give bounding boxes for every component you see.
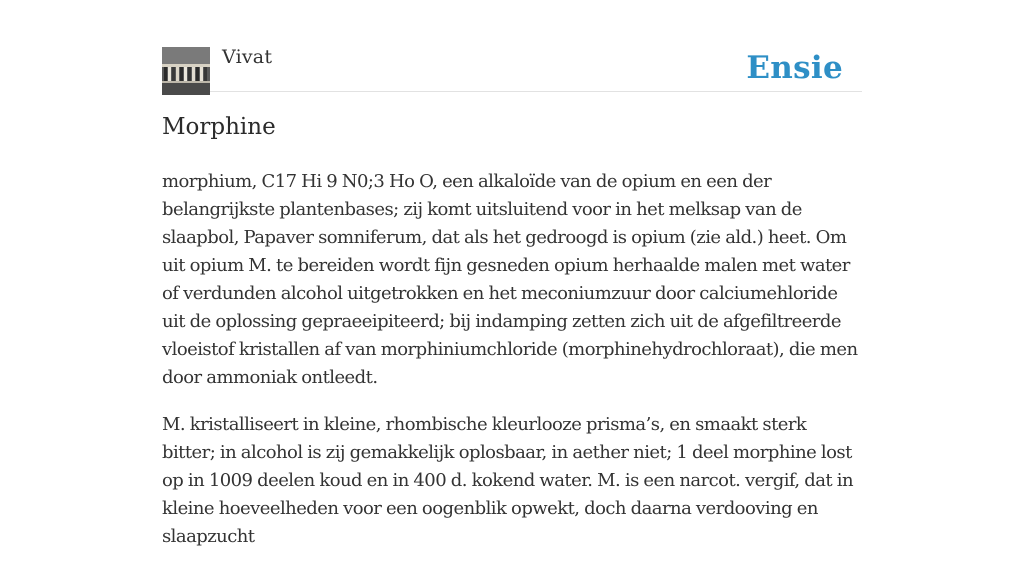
brand-logo[interactable]: Ensie bbox=[746, 50, 843, 86]
article-body bbox=[162, 168, 864, 570]
article-paragraph: morphium, C17 Hi 9 N0;3 Ho O, een alkaloïde van de opium en een der belangrijkste plantenbases; zij komt uitsluitend voor in het melksap van de slaapbol, Papaver somniferum, dat als het gedroogd is opium (zie ald.) heet. Om uit opium M. te bereiden wordt fijn gesneden opium herhaalde malen met water of verdunden alcohol uitgetrokken en het meconiumzuur door calciumehloride uit de oplossing gepraeeipiteerd; bij indamping zetten zich uit de afgefiltreerde vloeistof kristallen af van morphiniumchloride (morphinehydrochloraat), die men door ammoniak ontleedt. bbox=[162, 171, 858, 388]
article-title: Morphine bbox=[162, 114, 276, 140]
bookshelf-avatar-icon bbox=[162, 47, 210, 95]
author-avatar[interactable] bbox=[162, 47, 210, 95]
page-container bbox=[162, 0, 862, 547]
author-name[interactable]: Vivat bbox=[222, 46, 273, 68]
site-header bbox=[162, 0, 862, 92]
article-paragraph: M. kristalliseert in kleine, rhombische kleurlooze prisma’s, en smaakt sterk bitter; in alcohol is zij gemakkelijk oplosbaar, in aether niet; 1 deel morphine lost op in 1009 deelen koud en in 400 d. kokend water. M. is een narcot. vergif, dat in kleine hoeveelheden voor een oogenblik opwekt, doch daarna verdooving en slaapzucht bbox=[162, 414, 853, 547]
